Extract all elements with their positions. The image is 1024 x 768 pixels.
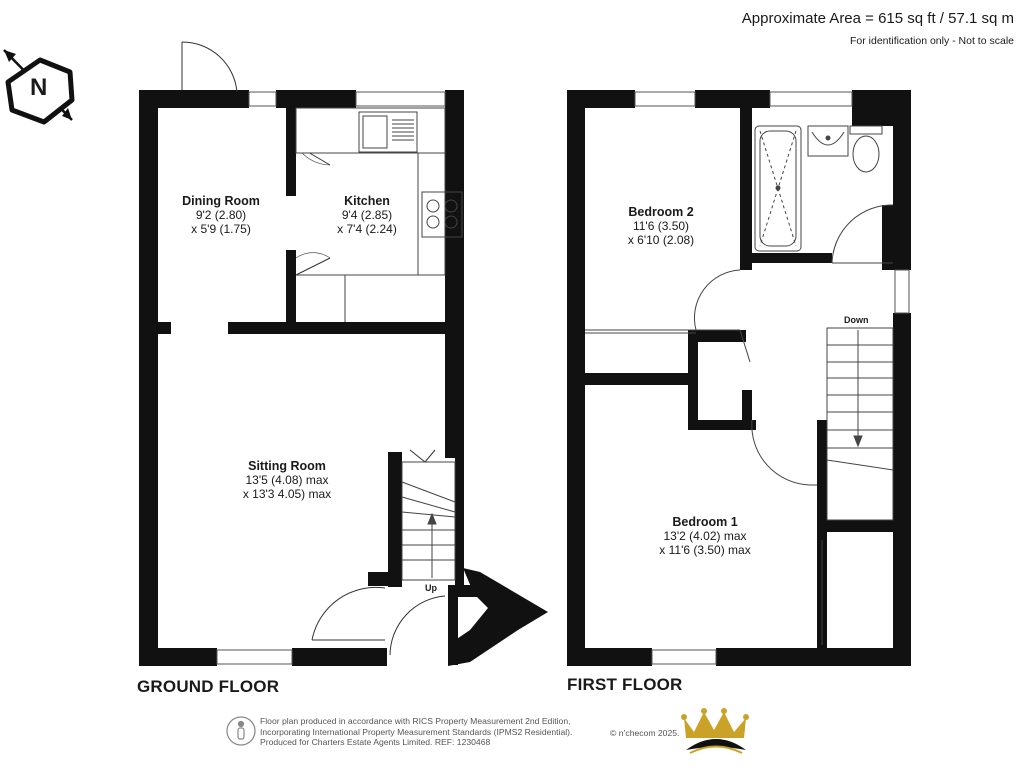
room-dimension: x 11'6 (3.50) max <box>659 543 751 557</box>
footer-line: Incorporating International Property Measurement Standards (IPMS2 Residential). <box>260 726 573 737</box>
ground-floor-label: GROUND FLOOR <box>137 677 280 696</box>
room-dimension: x 5'9 (1.75) <box>191 222 251 236</box>
stairs-up-label: Up <box>425 583 437 593</box>
footer-notes <box>260 716 572 748</box>
person-icon <box>227 717 255 745</box>
room-kitchen <box>337 194 397 236</box>
approximate-area: Approximate Area = 615 sq ft / 57.1 sq m <box>741 10 1014 27</box>
room-dimension: 9'4 (2.85) <box>341 208 393 222</box>
room-sitting-room <box>243 459 331 501</box>
stairs-down-label: Down <box>844 315 869 325</box>
crown-logo-icon <box>681 708 749 753</box>
identification-note: For identification only - Not to scale <box>850 35 1014 47</box>
copyright: © n’checom 2025. <box>610 728 680 738</box>
footer-line: Floor plan produced in accordance with RICS Property Measurement 2nd Edition, <box>260 716 571 726</box>
room-bedroom-1 <box>659 515 750 557</box>
bathroom-fittings <box>585 126 893 645</box>
footer-line: Produced for Charters Estate Agents Limited. REF: 1230468 <box>260 737 491 747</box>
room-dimension: x 6'10 (2.08) <box>627 233 695 247</box>
ground-floor-stairs <box>402 462 455 580</box>
north-letter: N <box>30 74 48 101</box>
first-floor-stairs <box>827 328 893 520</box>
room-dimension: x 7'4 (2.24) <box>337 222 397 236</box>
room-name: Kitchen <box>344 194 390 208</box>
room-dimension: 9'2 (2.80) <box>195 208 247 222</box>
room-dining-room <box>182 194 260 236</box>
room-name: Sitting Room <box>248 459 326 473</box>
first-floor-label: FIRST FLOOR <box>567 675 683 694</box>
room-dimension: 13'5 (4.08) max <box>245 473 329 487</box>
room-dimension: x 13'3 4.05) max <box>242 487 332 501</box>
room-name: Bedroom 2 <box>628 205 694 219</box>
room-name: Dining Room <box>182 194 260 208</box>
room-name: Bedroom 1 <box>672 515 738 529</box>
room-dimension: 11'6 (3.50) <box>632 219 690 233</box>
room-dimension: 13'2 (4.02) max <box>663 529 747 543</box>
ground-floor-windows <box>217 92 445 664</box>
room-bedroom-2 <box>628 205 694 247</box>
ground-floor-walls <box>139 90 548 666</box>
